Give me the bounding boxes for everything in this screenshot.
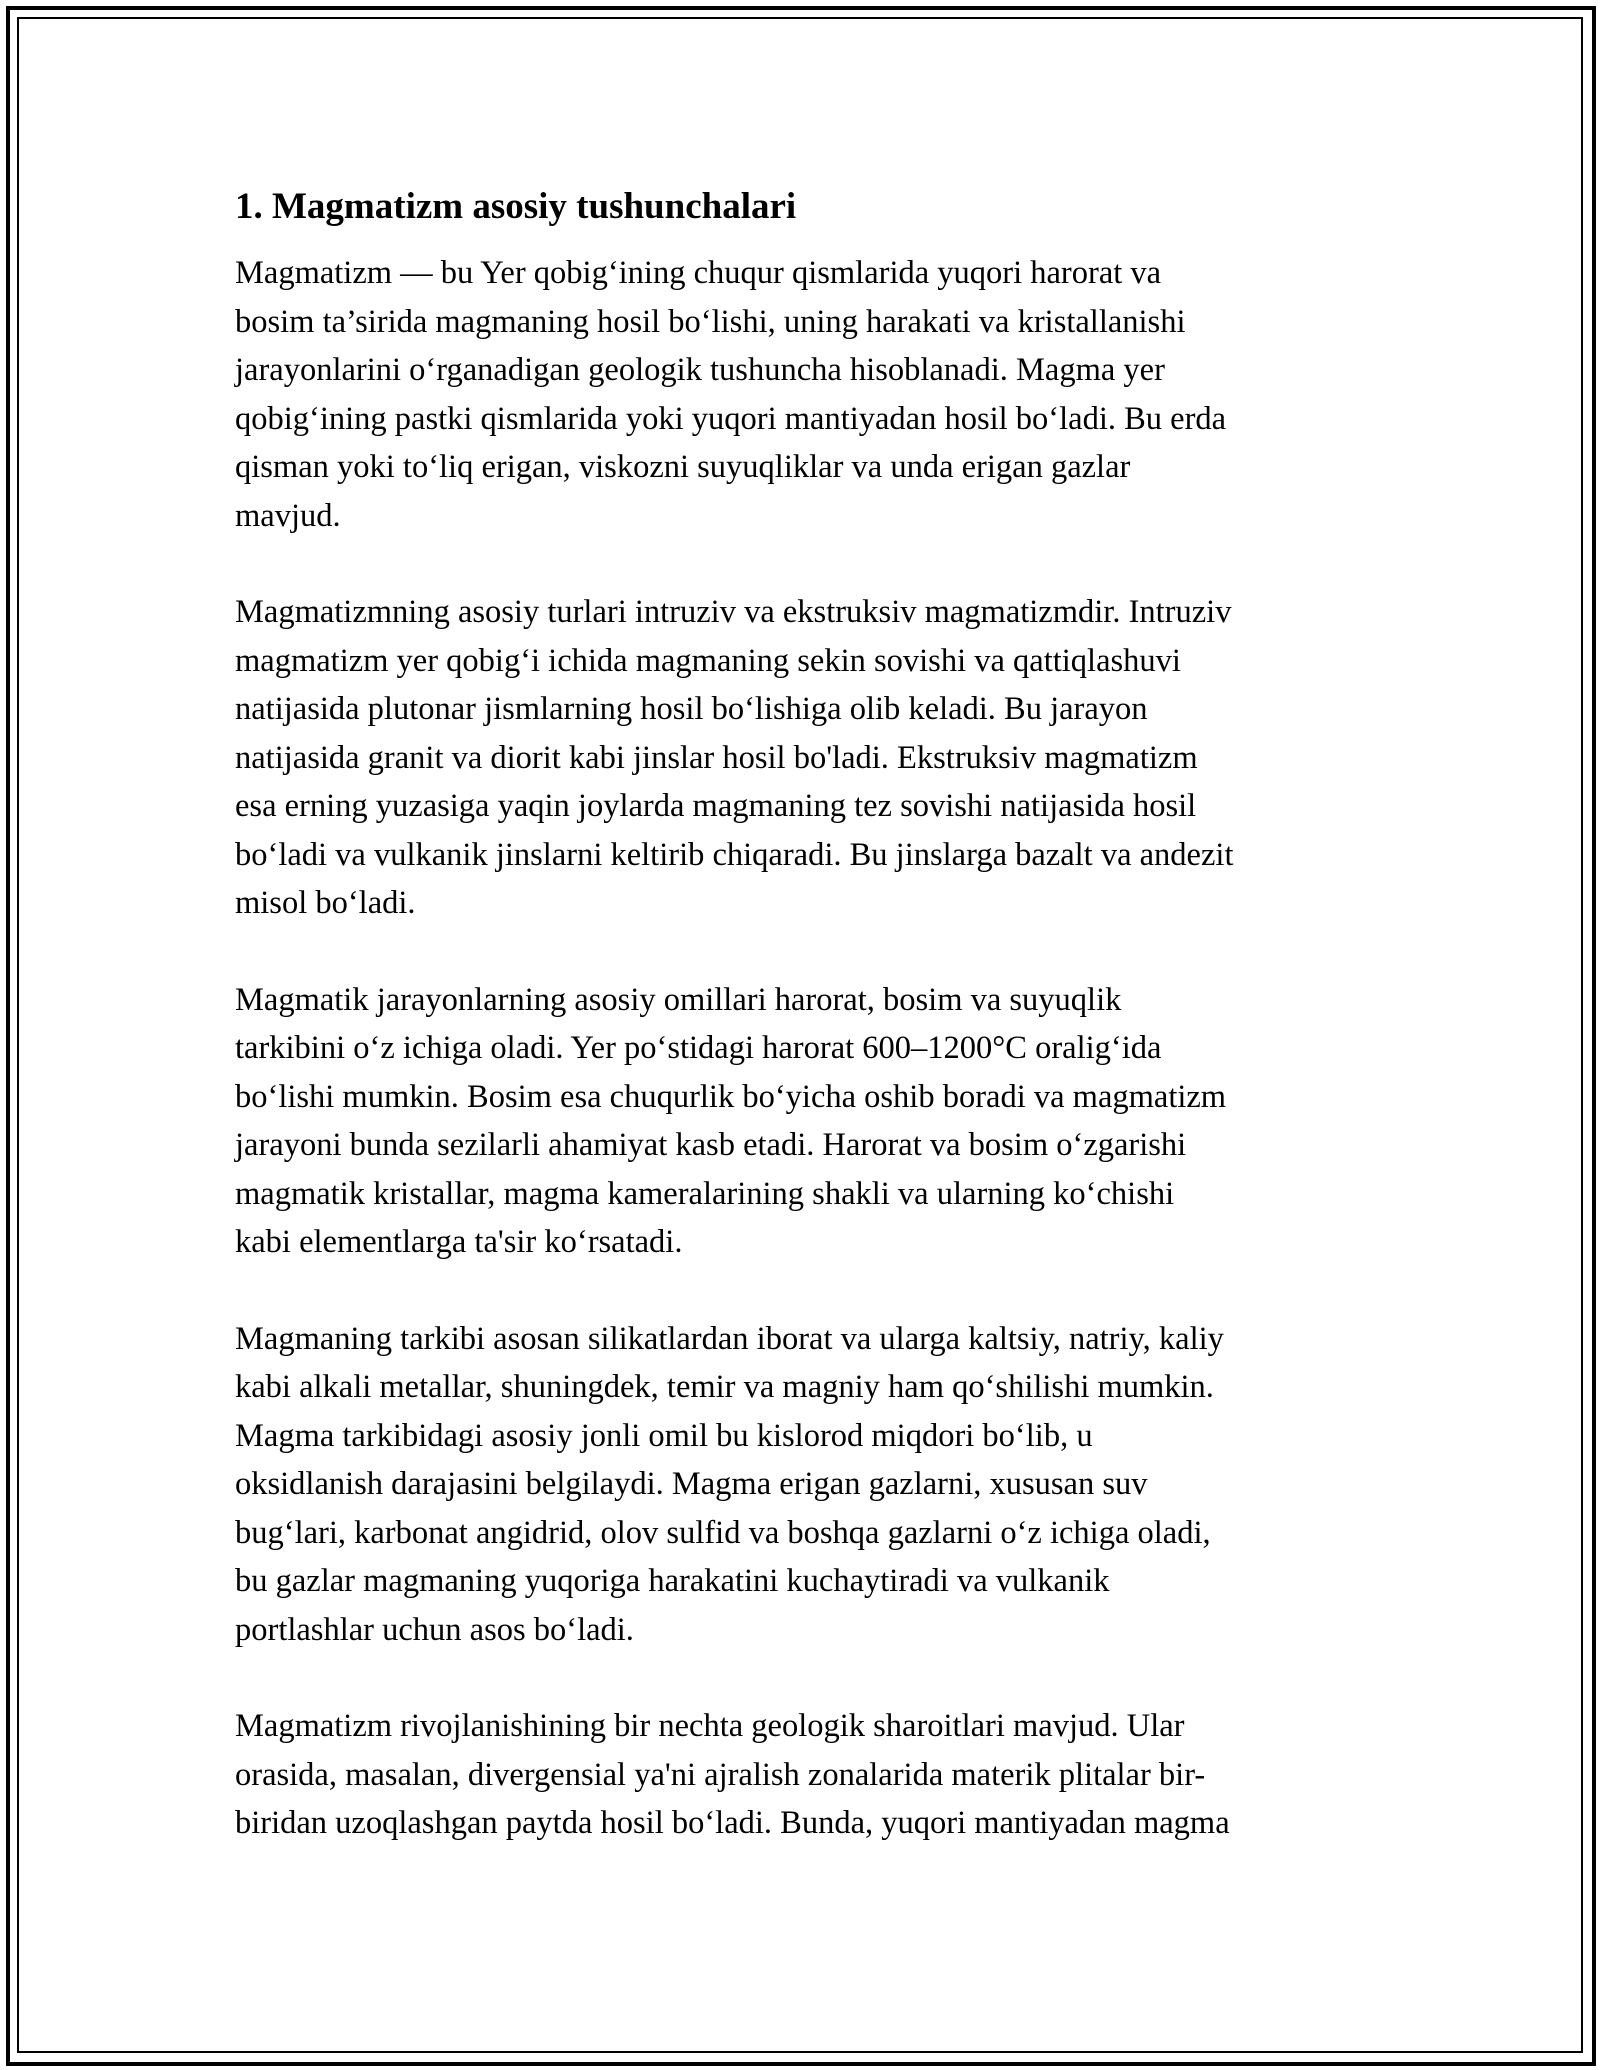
text-line: mavjud. xyxy=(235,497,341,534)
text-line: Magmaning tarkibi asosan silikatlardan iborat va ularga kaltsiy, natriy, kaliy xyxy=(235,1320,1224,1357)
text-line: bug‘lari, karbonat angidrid, olov sulfid va boshqa gazlarni o‘z ichiga oladi, xyxy=(235,1514,1211,1551)
text-line: magmatizm yer qobig‘i ichida magmaning sekin sovishi va qattiqlashuvi xyxy=(235,642,1181,679)
text-line: Magmatizm — bu Yer qobig‘ining chuqur qismlarida yuqori harorat va xyxy=(235,255,1162,291)
text-line: orasida, masalan, divergensial ya'ni ajralish zonalarida materik plitalar bir- xyxy=(235,1756,1206,1793)
text-line: Magma tarkibidagi asosiy jonli omil bu kislorod miqdori bo‘lib, u xyxy=(235,1417,1093,1454)
text-line: bo‘lishi mumkin. Bosim esa chuqurlik bo‘yicha oshib boradi va magmatizm xyxy=(235,1078,1227,1115)
text-line: bu gazlar magmaning yuqoriga harakatini kuchaytiradi va vulkanik xyxy=(235,1563,1110,1599)
text-line: misol bo‘ladi. xyxy=(235,885,416,921)
text-line: portlashlar uchun asos bo‘ladi. xyxy=(235,1611,634,1648)
text-line: biridan uzoqlashgan paytda hosil bo‘ladi. Bunda, yuqori mantiyadan magma xyxy=(235,1805,1230,1841)
paragraph-3 xyxy=(235,976,1375,1267)
document-body xyxy=(235,183,1375,1896)
text-line: Magmatik jarayonlarning asosiy omillari harorat, bosim va suyuqlik xyxy=(235,981,1122,1018)
text-line: kabi elementlarga ta'sir ko‘rsatadi. xyxy=(235,1224,683,1260)
text-line: natijasida granit va diorit kabi jinslar hosil bo'ladi. Ekstruksiv magmatizm xyxy=(235,739,1198,776)
text-line: tarkibini o‘z ichiga oladi. Yer po‘stidagi harorat 600–1200°C oralig‘ida xyxy=(235,1030,1162,1066)
text-line: natijasida plutonar jismlarning hosil bo‘lishiga olib keladi. Bu jarayon xyxy=(235,691,1148,727)
text-line: esa erning yuzasiga yaqin joylarda magmaning tez sovishi natijasida hosil xyxy=(235,788,1197,824)
text-line: Magmatizm rivojlanishining bir nechta geologik sharoitlari mavjud. Ular xyxy=(235,1708,1185,1744)
section-heading: 1. Magmatizm asosiy tushunchalari xyxy=(235,186,797,227)
text-line: Magmatizmning asosiy turlari intruziv va ekstruksiv magmatizmdir. Intruziv xyxy=(235,594,1232,630)
paragraph-4 xyxy=(235,1315,1375,1655)
text-line: oksidlanish darajasini belgilaydi. Magma erigan gazlarni, xususan suv xyxy=(235,1466,1148,1502)
text-line: jarayonlarini o‘rganadigan geologik tushuncha hisoblanadi. Magma yer xyxy=(235,352,1165,388)
text-line: jarayoni bunda sezilarli ahamiyat kasb etadi. Harorat va bosim o‘zgarishi xyxy=(235,1127,1187,1163)
text-line: bosim ta’sirida magmaning hosil bo‘lishi, uning harakati va kristallanishi xyxy=(235,303,1186,340)
text-line: kabi alkali metallar, shuningdek, temir va magniy ham qo‘shilishi mumkin. xyxy=(235,1369,1214,1405)
paragraph-5 xyxy=(235,1702,1375,1848)
text-line: magmatik kristallar, magma kameralarining shakli va ularning ko‘chishi xyxy=(235,1175,1175,1212)
text-line: qobig‘ining pastki qismlarida yoki yuqori mantiyadan hosil bo‘ladi. Bu erda xyxy=(235,400,1227,437)
text-line: bo‘ladi va vulkanik jinslarni keltirib chiqaradi. Bu jinslarga bazalt va andezit xyxy=(235,836,1234,873)
text-line: qisman yoki to‘liq erigan, viskozni suyuqliklar va unda erigan gazlar xyxy=(235,449,1131,485)
paragraph-1 xyxy=(235,249,1375,540)
paragraph-2 xyxy=(235,588,1375,928)
